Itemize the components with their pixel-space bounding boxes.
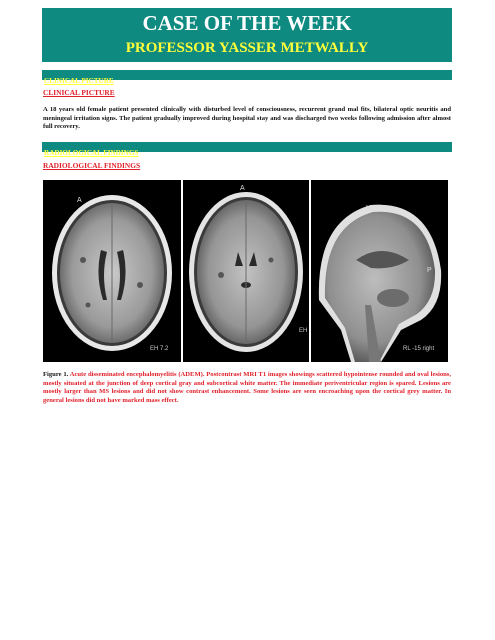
image-marker: A <box>240 185 245 192</box>
image-side-label-s: S <box>429 299 434 306</box>
clinical-heading: CLINICAL PICTURE <box>43 88 115 97</box>
image-side-label-p: P <box>427 267 432 274</box>
clinical-section-bar <box>42 70 452 85</box>
title-banner <box>42 8 452 62</box>
author-name: PROFESSOR YASSER METWALLY <box>125 40 369 56</box>
image-marker: A <box>77 197 82 204</box>
image-corner-label: EH <box>299 328 308 334</box>
image-corner-label: EH 7.2 <box>150 346 169 352</box>
clinical-text: A 18 years old female patient presented clinically with disturbed level of consciousness, recurrent grand mal fits, bilateral optic neuritis and meningeal irritation signs. The patient gradually improved during hospital stay and was discharged two weeks following admission after almost full recovery. <box>43 106 451 131</box>
image-corner-label: RL -15 right <box>403 346 435 352</box>
figure-label: Figure 1. <box>43 371 69 378</box>
mri-axial-image-2 <box>183 180 309 362</box>
radiological-section-bar <box>42 142 452 157</box>
figure-caption <box>43 371 451 405</box>
mri-axial-image-1 <box>43 180 181 362</box>
page-title: CASE OF THE WEEK <box>142 11 352 35</box>
mri-sagittal-image <box>311 180 448 362</box>
radiological-heading: RADIOLOGICAL FINDINGS <box>43 161 141 170</box>
image-marker: H <box>366 205 372 212</box>
radiological-bar-link[interactable]: RADIOLOGICAL FINDINGS <box>44 149 139 157</box>
clinical-bar-link[interactable]: CLINICAL PICTURE <box>44 77 114 85</box>
figure-caption-text: Acute disseminated encephalomyelitis (ADEM). Postcontrast MRI T1 images showings scattered hypointense rounded and oval lesions, mostly situated at the junction of deep cortical gray and subcortical white matter. The immediate periventricular region is spared. Lesions are mostly larger than MS lesions and did not show contrast enhancement. Some lesions are seen encroaching upon the cortical grey matter. In general lesions did not have marked mass effect. <box>43 371 451 404</box>
